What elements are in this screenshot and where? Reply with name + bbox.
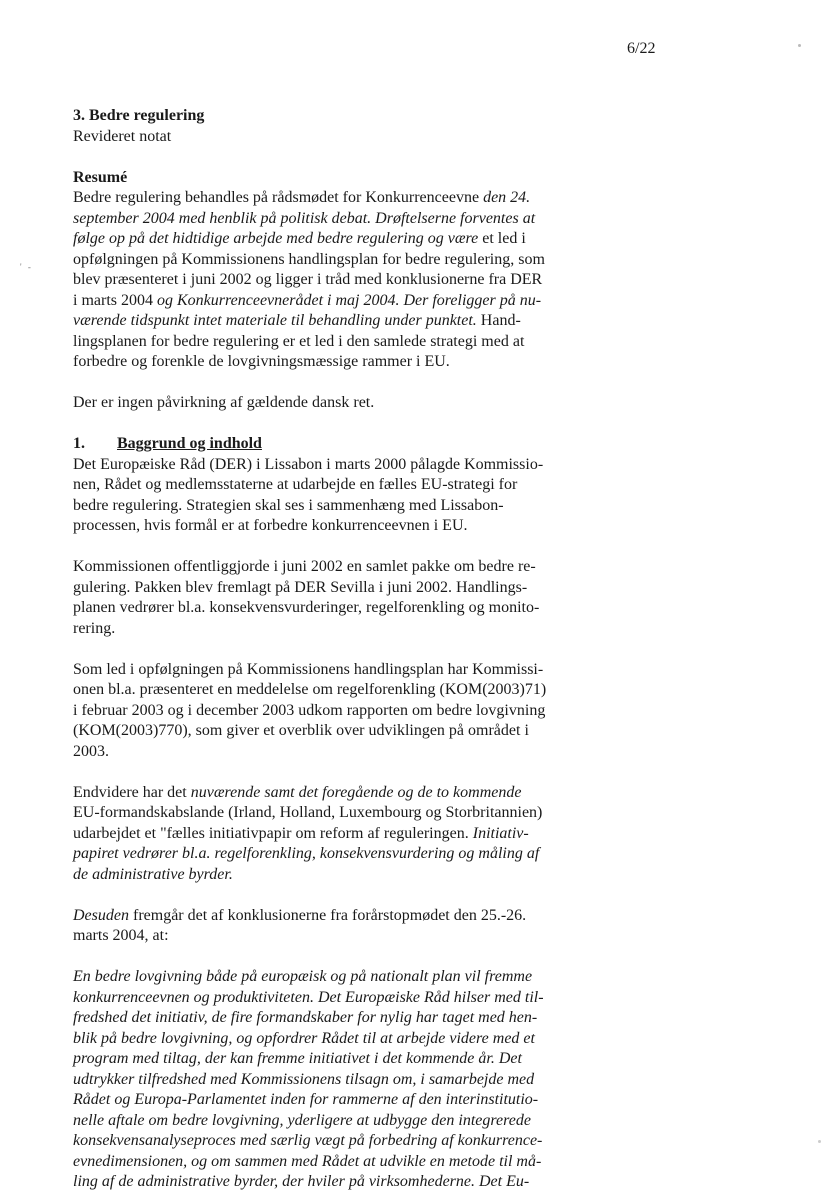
paragraph-conclusions [73,906,573,947]
scan-speck [818,1140,821,1143]
text-run: marts 2004, at: [73,927,169,944]
text-line: konsekvensanalyseproces med særlig vægt på forbedring af konkurrence- [73,1132,543,1149]
text-line: Det Europæiske Råd (DER) i Lissabon i marts 2000 pålagde Kommissio- [73,455,544,473]
margin-mark: ' - [20,262,33,272]
section-number: 1. [73,435,85,452]
document-body [73,106,573,1193]
text-run: og Konkurrenceevnerådet i maj 2004. Der foreligger på nu- [157,291,542,309]
paragraph-background [73,455,573,537]
text-run: nuværende samt det foregående og de to kommende [190,783,522,801]
text-line [73,824,573,845]
text-run: Endvidere har det [73,783,191,801]
text-line [73,906,573,927]
text-run: lingsplanen for bedre regulering er et led i den samlede strategi med at [73,332,525,350]
heading: 3. Bedre regulering [73,107,205,124]
text-run: september 2004 med henblik på politisk debat. Drøftelserne forventes at [73,209,536,227]
text-run: opfølgningen på Kommissionens handlingsplan for bedre regulering, som [73,250,545,268]
text-run: udarbejdet et "fælles initiativpapir om reform af reguleringen. [73,824,473,842]
text-line [73,270,573,291]
text-line: 2003. [73,742,109,760]
text-line: planen vedrører bl.a. konsekvensvurderinger, regelforenkling og monito- [73,599,540,616]
paragraph-follow-up [73,660,573,763]
text-run: Initiativ- [472,824,529,842]
text-run: i marts 2004 [73,291,157,309]
text-line: evnedimensionen, og om sammen med Rådet at udvikle en metode til må- [73,1152,542,1170]
text-line: Kommissionen offentliggjorde i juni 2002 en samlet pakke om bedre re- [73,558,536,575]
text-run: et led i [478,230,526,247]
subheading: Revideret notat [73,127,172,145]
text-line: rering. [73,619,116,637]
text-line [73,783,573,804]
paragraph-package [73,557,573,639]
text-line: gulering. Pakken blev fremlagt på DER Sevilla i juni 2002. Handlings- [73,578,528,596]
quote-paragraph [73,967,573,1193]
text-run: papiret vedrører bl.a. regelforenkling, konsekvensvurdering og måling af [73,845,540,862]
text-line [73,865,573,886]
text-line: program med tiltag, der kan fremme initiativet i det kommende år. Det [73,1050,522,1067]
text-line: konkurrenceevnen og produktiviteten. Det Europæiske Råd hilser med til- [73,988,544,1006]
paragraph-presidencies [73,783,573,886]
text-run: værende tidspunkt intet materiale til behandling under punktet. [73,312,477,329]
resume-paragraph [73,188,573,373]
text-line [73,229,573,250]
text-line: onen bl.a. præsenteret en meddelelse om regelforenkling (KOM(2003)71) [73,681,547,698]
text-run: blev præsenteret i juni 2002 og ligger i tråd med konklusionerne fra DER [73,271,543,288]
text-run: forbedre og forenkle de lovgivningsmæssige rammer i EU. [73,353,450,370]
text-line [73,352,573,373]
text-line [73,291,573,312]
text-line [73,803,573,824]
text-run: den 24. [483,189,531,206]
section-heading [73,434,573,455]
text-line: bedre regulering. Strategien skal ses i sammenhæng med Lissabon- [73,496,504,514]
text-run: EU-formandskabslande (Irland, Holland, Luxembourg og Storbritannien) [73,804,543,821]
text-run: Hand- [476,312,521,329]
text-run: de administrative byrder. [73,865,233,883]
text-line: ling af de administrative byrder, der hviler på virksomhederne. Det Eu- [73,1173,530,1190]
text-line: processen, hvis formål er at forbedre konkurrenceevnen i EU. [73,517,468,534]
text-line: blik på bedre lovgivning, og opfordrer Rådet til at arbejde videre med et [73,1029,535,1047]
text-line [73,311,573,332]
text-line: nelle aftale om bedre lovgivning, yderligere at udbygge den integrerede [73,1111,531,1129]
text-line [73,250,573,271]
text-run: Desuden [73,906,129,924]
text-line: fredshed det initiativ, de fire formandskaber for nylig har taget med hen- [73,1009,538,1026]
section-title: Baggrund og indhold [117,435,262,452]
text-line: nen, Rådet og medlemsstaterne at udarbejde en fælles EU-strategi for [73,476,518,493]
text-line [73,209,573,230]
text-line [73,332,573,353]
text-line: Rådet og Europa-Parlamentet inden for rammerne af den interinstitutio- [73,1091,539,1108]
text-line: udtrykker tilfredshed med Kommissionens tilsagn om, i samarbejde med [73,1070,535,1088]
text-run: følge op på det hidtidige arbejde med bedre regulering og være [73,230,479,247]
text-line: Som led i opfølgningen på Kommissionens handlingsplan har Kommissi- [73,660,544,678]
scan-speck [798,44,801,47]
text-line: (KOM(2003)770), som giver et overblik over udviklingen på området i [73,722,529,739]
text-line: En bedre lovgivning både på europæisk og på nationalt plan vil fremme [73,968,533,985]
text-line: i februar 2003 og i december 2003 udkom rapporten om bedre lovgivning [73,701,546,719]
text-line [73,188,573,209]
resume-title: Resumé [73,168,128,186]
text-line [73,844,573,865]
text-line [73,926,573,947]
page-number: 6/22 [627,40,656,57]
text-run: Bedre regulering behandles på rådsmødet for Konkurrenceevne [73,189,484,206]
no-effect-text: Der er ingen påvirkning af gældende dansk ret. [73,394,375,411]
text-run: fremgår det af konklusionerne fra forårstopmødet den 25.-26. [128,906,527,924]
